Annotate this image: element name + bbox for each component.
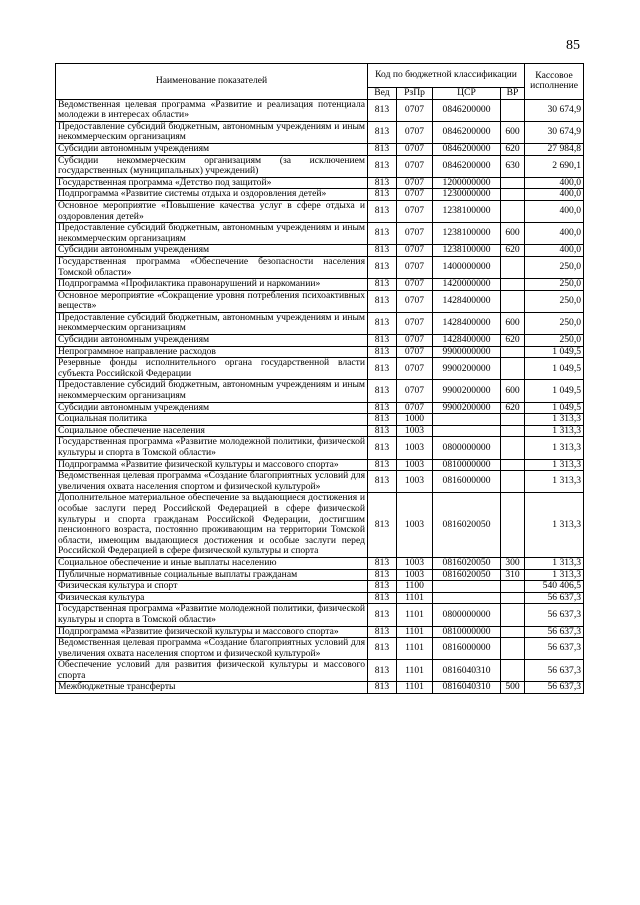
row-name: Государственная программа «Обеспечение безопасности населения Томской области» [56,256,368,278]
row-csr: 0810000000 [433,459,501,471]
row-vr [501,660,525,682]
header-name: Наименование показателей [56,64,368,100]
row-ved: 813 [368,335,397,347]
row-amount: 30 674,9 [525,121,584,143]
row-amount: 56 637,3 [525,638,584,660]
table-row [56,380,584,402]
row-rzpr: 0707 [397,245,433,257]
row-ved: 813 [368,189,397,201]
row-vr [501,177,525,189]
row-rzpr: 0707 [397,380,433,402]
header-vr: ВР [501,88,525,100]
table-row [56,569,584,581]
header-rzpr: РзПр [397,88,433,100]
row-csr: 1428400000 [433,312,501,334]
table-row [56,471,584,493]
row-csr: 0816020050 [433,493,501,558]
row-vr [501,346,525,358]
row-rzpr: 1101 [397,592,433,604]
row-csr: 9900000000 [433,346,501,358]
table-row [56,626,584,638]
table-row [56,99,584,121]
row-vr [501,604,525,626]
row-vr [501,414,525,426]
row-ved: 813 [368,143,397,155]
table-row [56,155,584,177]
row-rzpr: 0707 [397,335,433,347]
row-ved: 813 [368,245,397,257]
row-rzpr: 0707 [397,279,433,291]
table-row [56,493,584,558]
row-amount: 1 313,3 [525,493,584,558]
row-name: Дополнительное материальное обеспечение за выдающиеся достижения и особые заслуги перед Российской Федерацией в сфере физической культуры и спорта гражданам Российской Федерации, достигшим пенсионного возраста, постоянно проживающим на территории Томской области, имеющим выдающиеся достижения и особые заслуги перед Российской Федерацией в сфере физической культуры и спорта [56,493,368,558]
row-amount: 400,0 [525,245,584,257]
row-name: Подпрограмма «Развитие физической культуры и массового спорта» [56,626,368,638]
row-rzpr: 0707 [397,312,433,334]
row-csr: 1420000000 [433,279,501,291]
row-amount: 1 049,5 [525,358,584,380]
header-ved: Вед [368,88,397,100]
row-name: Обеспечение условий для развития физической культуры и массового спорта [56,660,368,682]
row-ved: 813 [368,380,397,402]
row-vr: 600 [501,380,525,402]
row-vr [501,638,525,660]
row-rzpr: 1100 [397,581,433,593]
row-vr [501,290,525,312]
row-rzpr: 0707 [397,143,433,155]
table-row [56,402,584,414]
row-csr: 1230000000 [433,189,501,201]
row-vr [501,437,525,459]
row-csr: 0800000000 [433,604,501,626]
row-rzpr: 0707 [397,346,433,358]
row-name: Основное мероприятие «Сокращение уровня потребления психоактивных веществ» [56,290,368,312]
row-name: Предоставление субсидий бюджетным, автономным учреждениям и иным некоммерческим организациям [56,121,368,143]
table-row [56,177,584,189]
table-body [56,99,584,693]
row-name: Субсидии автономным учреждениям [56,143,368,155]
table-row [56,414,584,426]
row-name: Предоставление субсидий бюджетным, автономным учреждениям и иным некоммерческим организациям [56,312,368,334]
row-vr [501,358,525,380]
row-rzpr: 1101 [397,638,433,660]
row-name: Физическая культура [56,592,368,604]
row-ved: 813 [368,223,397,245]
row-name: Ведомственная целевая программа «Развитие и реализация потенциала молодежи в интересах области» [56,99,368,121]
row-rzpr: 1101 [397,682,433,694]
table-row [56,279,584,291]
row-amount: 1 313,3 [525,437,584,459]
row-name: Субсидии некоммерческим организациям (за исключением государственных (муниципальных) учреждений) [56,155,368,177]
table-row [56,121,584,143]
row-ved: 813 [368,290,397,312]
row-name: Предоставление субсидий бюджетным, автономным учреждениям и иным некоммерческим организациям [56,380,368,402]
row-rzpr: 1003 [397,557,433,569]
row-vr [501,459,525,471]
row-ved: 813 [368,256,397,278]
row-vr: 300 [501,557,525,569]
row-csr: 9900200000 [433,402,501,414]
row-name: Подпрограмма «Развитие физической культуры и массового спорта» [56,459,368,471]
row-vr: 600 [501,312,525,334]
row-vr: 620 [501,245,525,257]
row-amount: 56 637,3 [525,660,584,682]
row-vr [501,493,525,558]
row-name: Социальное обеспечение населения [56,425,368,437]
row-ved: 813 [368,155,397,177]
row-csr: 1238100000 [433,223,501,245]
row-rzpr: 1000 [397,414,433,426]
row-name: Основное мероприятие «Повышение качества услуг в сфере отдыха и оздоровления детей» [56,200,368,222]
row-rzpr: 0707 [397,189,433,201]
row-vr [501,279,525,291]
row-rzpr: 0707 [397,402,433,414]
row-vr: 620 [501,143,525,155]
row-ved: 813 [368,592,397,604]
row-ved: 813 [368,425,397,437]
row-csr [433,592,501,604]
row-vr [501,592,525,604]
row-name: Публичные нормативные социальные выплаты гражданам [56,569,368,581]
row-csr: 1238100000 [433,245,501,257]
row-vr: 500 [501,682,525,694]
row-amount: 1 313,3 [525,471,584,493]
row-name: Подпрограмма «Профилактика правонарушений и наркомании» [56,279,368,291]
row-vr [501,581,525,593]
table-row [56,638,584,660]
row-name: Ведомственная целевая программа «Создание благоприятных условий для увеличения охвата населения спортом и физической культурой» [56,638,368,660]
row-csr: 9900200000 [433,358,501,380]
row-csr: 0846200000 [433,99,501,121]
row-vr: 630 [501,155,525,177]
row-ved: 813 [368,626,397,638]
row-amount: 1 313,3 [525,414,584,426]
row-name: Предоставление субсидий бюджетным, автономным учреждениям и иным некоммерческим организациям [56,223,368,245]
table-row [56,346,584,358]
row-vr [501,99,525,121]
row-csr: 9900200000 [433,380,501,402]
row-rzpr: 0707 [397,223,433,245]
row-amount: 250,0 [525,312,584,334]
row-vr [501,626,525,638]
row-name: Ведомственная целевая программа «Создание благоприятных условий для увеличения охвата населения спортом и физической культурой» [56,471,368,493]
table-row [56,592,584,604]
row-amount: 1 049,5 [525,346,584,358]
row-rzpr: 1003 [397,471,433,493]
row-rzpr: 0707 [397,200,433,222]
table-row [56,312,584,334]
row-name: Физическая культура и спорт [56,581,368,593]
row-csr: 0800000000 [433,437,501,459]
table-row [56,245,584,257]
row-amount: 400,0 [525,189,584,201]
row-csr: 0846200000 [433,143,501,155]
table-row [56,660,584,682]
row-ved: 813 [368,604,397,626]
row-amount: 1 313,3 [525,459,584,471]
row-csr: 1238100000 [433,200,501,222]
row-name: Социальная политика [56,414,368,426]
table-row [56,682,584,694]
table-row [56,604,584,626]
row-csr: 1428400000 [433,290,501,312]
table-row [56,189,584,201]
row-amount: 1 313,3 [525,425,584,437]
header-code-group: Код по бюджетной классификации [368,64,525,88]
row-ved: 813 [368,121,397,143]
table-row [56,223,584,245]
row-vr [501,425,525,437]
row-ved: 813 [368,471,397,493]
row-rzpr: 1101 [397,604,433,626]
row-ved: 813 [368,346,397,358]
header-execution: Кассовое исполнение [525,64,584,100]
row-rzpr: 1003 [397,459,433,471]
row-vr [501,256,525,278]
table-row [56,557,584,569]
row-csr: 1200000000 [433,177,501,189]
row-amount: 1 313,3 [525,557,584,569]
table-row [56,358,584,380]
row-ved: 813 [368,312,397,334]
row-ved: 813 [368,99,397,121]
row-rzpr: 1003 [397,437,433,459]
row-name: Государственная программа «Детство под защитой» [56,177,368,189]
row-rzpr: 1101 [397,626,433,638]
row-amount: 250,0 [525,290,584,312]
row-csr [433,425,501,437]
row-ved: 813 [368,402,397,414]
row-amount: 56 637,3 [525,626,584,638]
row-ved: 813 [368,493,397,558]
row-name: Межбюджетные трансферты [56,682,368,694]
row-ved: 813 [368,581,397,593]
row-csr: 0816040310 [433,682,501,694]
row-ved: 813 [368,358,397,380]
row-ved: 813 [368,414,397,426]
row-csr: 1428400000 [433,335,501,347]
row-ved: 813 [368,557,397,569]
row-amount: 540 406,5 [525,581,584,593]
row-ved: 813 [368,177,397,189]
row-amount: 30 674,9 [525,99,584,121]
table-row [56,290,584,312]
row-rzpr: 0707 [397,290,433,312]
row-csr: 0816040310 [433,660,501,682]
row-rzpr: 0707 [397,99,433,121]
row-ved: 813 [368,569,397,581]
row-csr: 0846200000 [433,155,501,177]
row-amount: 56 637,3 [525,682,584,694]
header-csr: ЦСР [433,88,501,100]
table-row [56,459,584,471]
row-csr: 0816020050 [433,557,501,569]
row-rzpr: 0707 [397,177,433,189]
row-amount: 56 637,3 [525,604,584,626]
row-vr [501,471,525,493]
row-vr [501,189,525,201]
row-ved: 813 [368,459,397,471]
row-amount: 56 637,3 [525,592,584,604]
row-csr: 1400000000 [433,256,501,278]
row-ved: 813 [368,437,397,459]
table-row [56,581,584,593]
row-name: Подпрограмма «Развитие системы отдыха и оздоровления детей» [56,189,368,201]
row-name: Субсидии автономным учреждениям [56,245,368,257]
row-amount: 2 690,1 [525,155,584,177]
row-ved: 813 [368,660,397,682]
row-name: Субсидии автономным учреждениям [56,335,368,347]
row-rzpr: 0707 [397,121,433,143]
row-ved: 813 [368,682,397,694]
row-rzpr: 0707 [397,358,433,380]
row-amount: 400,0 [525,223,584,245]
row-amount: 1 313,3 [525,569,584,581]
row-ved: 813 [368,638,397,660]
row-rzpr: 1003 [397,569,433,581]
row-rzpr: 1003 [397,493,433,558]
row-csr: 0816000000 [433,471,501,493]
budget-table [55,63,584,694]
row-amount: 250,0 [525,335,584,347]
table-row [56,256,584,278]
row-csr [433,581,501,593]
row-csr: 0810000000 [433,626,501,638]
table-row [56,143,584,155]
table-row [56,335,584,347]
table-row [56,200,584,222]
row-name: Резервные фонды исполнительного органа государственной власти субъекта Российской Федерации [56,358,368,380]
row-amount: 250,0 [525,256,584,278]
page-number: 85 [566,38,580,53]
row-name: Социальное обеспечение и иные выплаты населению [56,557,368,569]
row-rzpr: 0707 [397,155,433,177]
table-row [56,437,584,459]
row-name: Непрограммное направление расходов [56,346,368,358]
row-vr: 310 [501,569,525,581]
row-csr: 0816000000 [433,638,501,660]
row-ved: 813 [368,279,397,291]
table-row [56,425,584,437]
row-amount: 1 049,5 [525,402,584,414]
row-amount: 250,0 [525,279,584,291]
row-rzpr: 0707 [397,256,433,278]
row-name: Государственная программа «Развитие молодежной политики, физической культуры и спорта в Томской области» [56,604,368,626]
row-csr: 0846200000 [433,121,501,143]
row-name: Субсидии автономным учреждениям [56,402,368,414]
row-vr: 600 [501,223,525,245]
row-vr: 600 [501,121,525,143]
row-csr [433,414,501,426]
row-rzpr: 1003 [397,425,433,437]
row-vr: 620 [501,402,525,414]
row-amount: 1 049,5 [525,380,584,402]
row-rzpr: 1101 [397,660,433,682]
row-name: Государственная программа «Развитие молодежной политики, физической культуры и спорта в Томской области» [56,437,368,459]
row-amount: 400,0 [525,177,584,189]
row-ved: 813 [368,200,397,222]
row-amount: 400,0 [525,200,584,222]
row-vr: 620 [501,335,525,347]
row-vr [501,200,525,222]
row-csr: 0816020050 [433,569,501,581]
row-amount: 27 984,8 [525,143,584,155]
